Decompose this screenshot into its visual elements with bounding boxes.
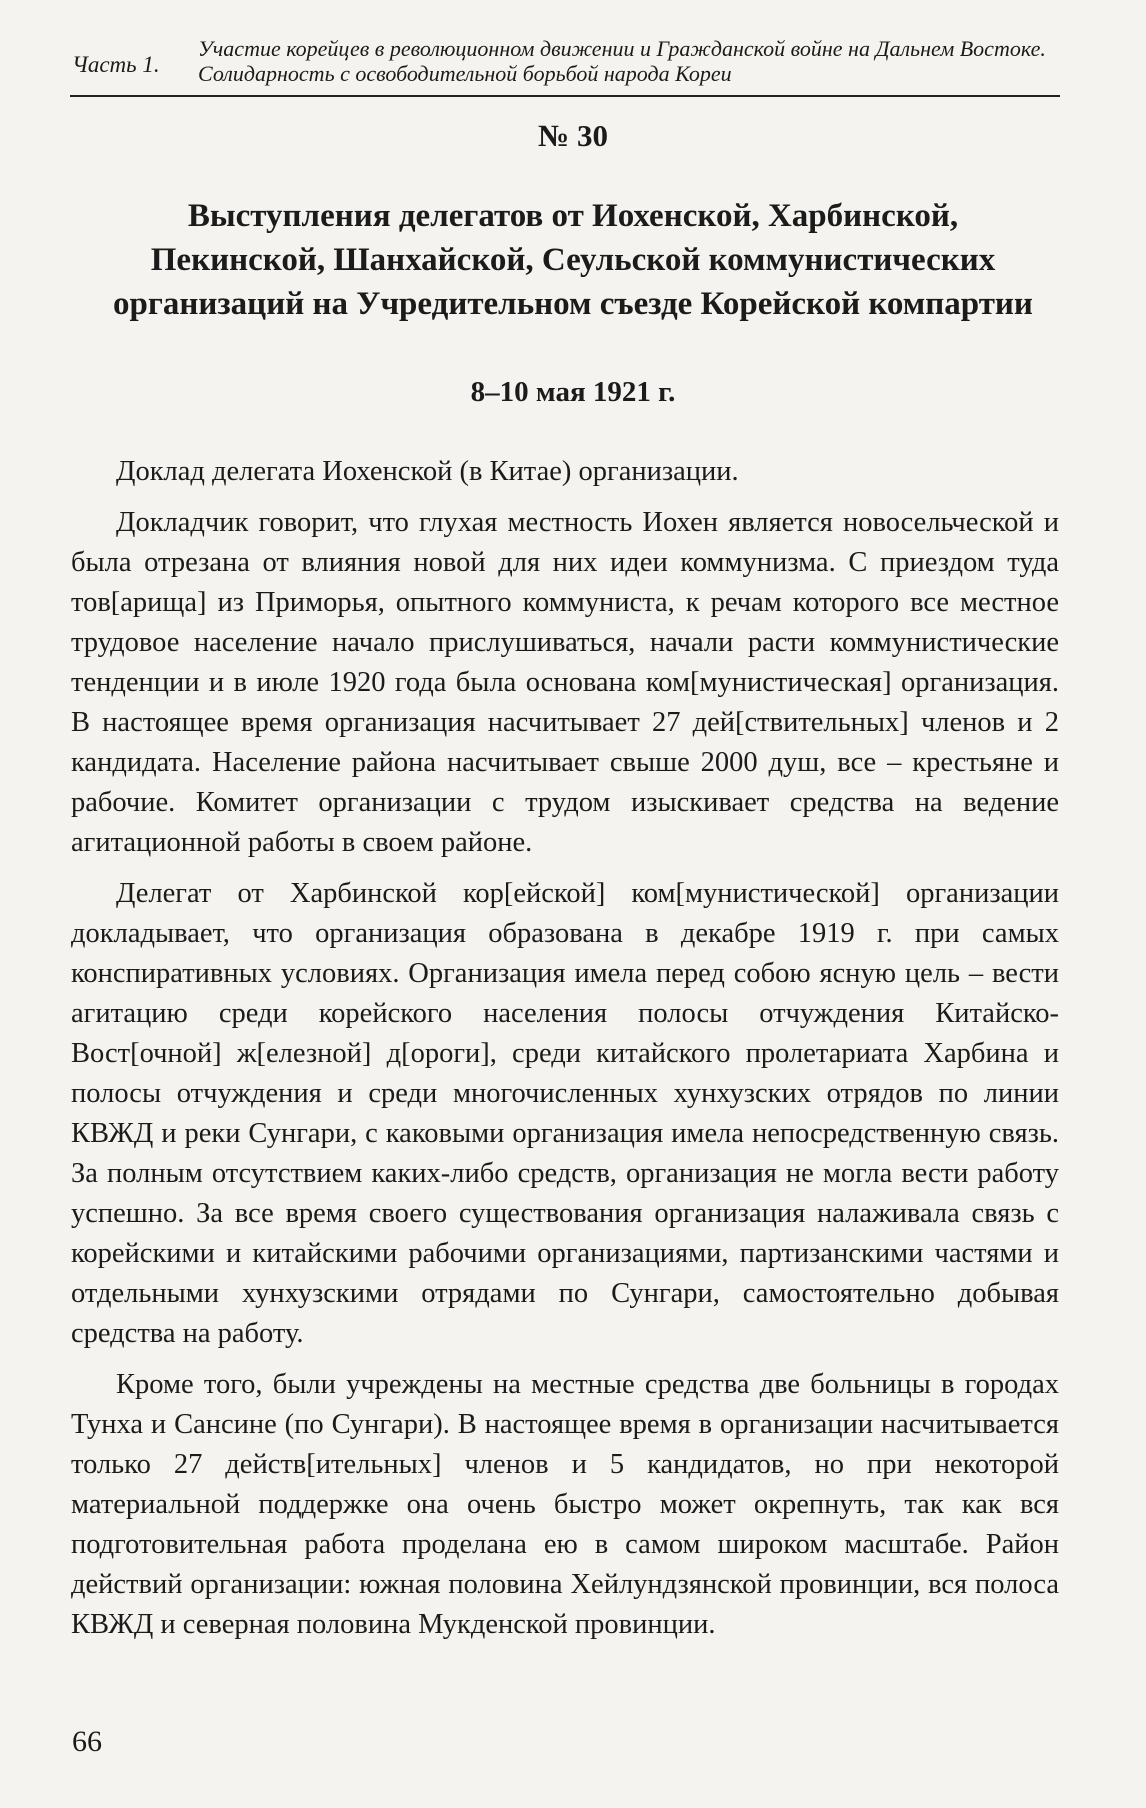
document-number: № 30 [538, 118, 608, 153]
header-rule [70, 95, 1060, 97]
page-number: 66 [72, 1725, 102, 1758]
document-date: 8–10 мая 1921 г. [470, 376, 676, 408]
paragraph: Кроме того, были учреждены на местные средства две больницы в городах Тунха и Сансине (по Сунгари). В настоящее время в организации насчитывается только 27 действ[ительных] членов и 5 кандидатов, но при некоторой материальной поддержке она очень быстро может окрепнуть, так как вся подготовительная работа проделана ею в самом широком масштабе. Район действий организации: южная половина Хейлундзянской провинции, вся полоса КВЖД и северная половина Мукденской провинции. [71, 1369, 1059, 1640]
running-head-title: Участие корейцев в революционном движении и Гражданской войне на Дальнем Востоке. Солидарность с освободительной борьбой народа Кореи [198, 36, 1046, 86]
running-head-part: Часть 1. [72, 52, 160, 77]
paragraph: Делегат от Харбинской кор[ейской] ком[мунистической] организации докладывает, что организация образована в декабре 1919 г. при самых конспиративных условиях. Организация имела перед собою ясную цель – вести агитацию среди корейского населения полосы отчуждения Китайско-Вост[очной] ж[елезной] д[ороги], среди китайского пролетариата Харбина и полосы отчуждения и среди многочисленных хунхузских отрядов по линии КВЖД и реки Сунгари, с каковыми организация имела непосредственную связь. За полным отсутствием каких-либо средств, организация не могла вести работу успешно. За все время своего существования организация налаживала связь с корейскими и китайскими рабочими организациями, партизанскими частями и отдельными хунхузскими отрядами по Сунгари, самостоятельно добывая средства на работу. [71, 878, 1059, 1349]
document-body [71, 452, 1059, 1656]
paragraph: Докладчик говорит, что глухая местность Иохен является новосельческой и была отрезана от влияния новой для них идеи коммунизма. С приездом туда тов[арища] из Приморья, опытного коммуниста, к речам которого все местное трудовое население начало прислушиваться, начали расти коммунистические тенденции и в июле 1920 года была основана ком[мунистическая] организация. В настоящее время организация насчитывает 27 дей[ствительных] членов и 2 кандидата. Население района насчитывает свыше 2000 душ, все – крестьяне и рабочие. Комитет организации с трудом изыскивает средства на ведение агитационной работы в своем районе. [71, 507, 1059, 858]
document-title: Выступления делегатов от Иохенской, Харбинской, Пекинской, Шанхайской, Сеульской коммунистических организаций на Учредительном съезде Корейской компартии [113, 198, 1033, 322]
paragraph: Доклад делегата Иохенской (в Китае) организации. [116, 456, 739, 487]
